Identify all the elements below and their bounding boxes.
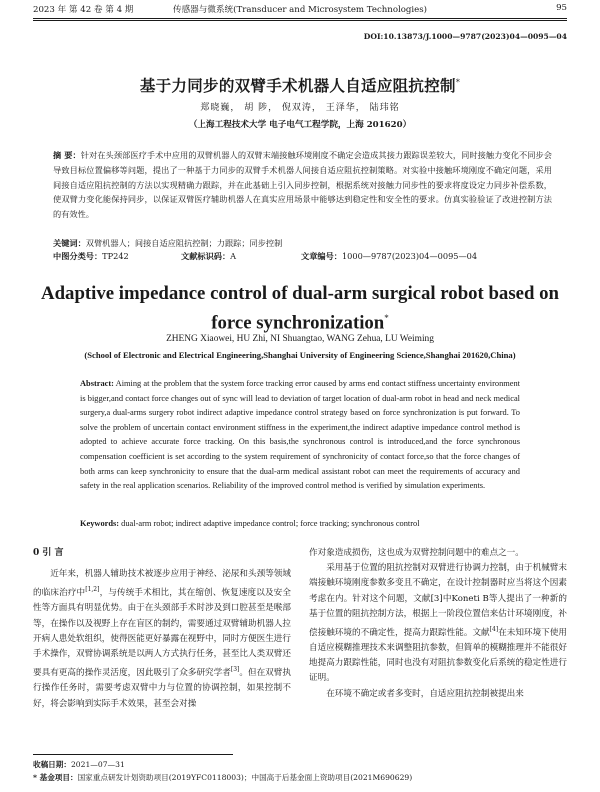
abstract-chinese-text: 针对在头颈部医疗手术中应用的双臂机器人的双臂末端接触环境刚度不确定会造成其接力跟踪误差较大，同时接触力变化不同步会导致目标位置偏移等问题，提出了一种基于力同步的双臂手术机器人间接自适应阻抗控制策略。对实验中接触环境刚度不确定问题，采用间接自适应阻抗控制的方法以实现精确力跟踪，并在此基础上引入同步控制，根据系统对接触力同步性的要求将度设定力同步补偿系数，使双臂力变化能保持同步，以保证双臂医疗辅助机器人在真实应用场景中能够达到稳定性和安全性的要求。仿真实验验证了改进控制方法的有效性。 (53, 150, 552, 220)
paragraph: 近年来，机器人辅助技术被逐步应用于神经、泌尿和头颈等领域的临床治疗中[1,2]，与传统手术相比，其在缩创、恢复速度以及安全性等方面具有明显优势。由于在头颈部手术时涉及到口腔甚至是喉部等，在操作以及视野上存在盲区的制约，需要通过双臂辅助机器人拉开病人患处软组织，使得医能更好暴露在视野中，同时方便医生进行手术操作，双臂协调系统是以两人方式执行任务，甚至比人类双臂还要具有更高的操作灵活度，因此吸引了众多研究学者[3]。但在双臂执行操作任务时，需要考虑双臂中力与位置的协调控制，如果控制不好，将会影响到实际手术效果，甚至会对操 (33, 569, 291, 709)
keywords-english-text: dual-arm robot; indirect adaptive impedance control; force tracking; synchronous control (121, 519, 420, 528)
citation: [3] (230, 666, 240, 674)
header-rule-bottom (33, 20, 567, 21)
footnote-rule (33, 754, 233, 755)
keywords-chinese (53, 236, 552, 250)
authors-chinese: 郑晓巍， 胡 陟， 倪双涛， 王泽华， 陆玮铭 (200, 103, 400, 113)
paragraph: 采用基于位置的阻抗控制对双臂进行协调力控制，由于机械臂末端接触环境刚度参数多变且不确定，在设计控制器时应当将这个因素考虑在内。针对这个问题，文献[3]中Koneti B等人提出了一种新的基于位置的阻抗控制方法，根据上一阶段位置信来估计环境刚度，补偿接触环境的不确定性，提高力跟踪性能。文献[4]在未知环境下使用自适应模糊推理技术来调整阻抗参数，但简单的模糊推理并不能很好地提高力跟踪性能，同时也没有对阻抗参数变化后系统的稳定性进行证明。 (309, 563, 567, 684)
title-english-footnote-mark: * (384, 313, 389, 323)
authors-english: ZHENG Xiaowei, HU Zhi, NI Shuangtao, WANG Zehua, LU Weiming (166, 334, 434, 344)
citation: [1,2] (85, 586, 100, 594)
doi: DOI:10.13873/J.1000—9787(2023)04—0095—04 (363, 32, 567, 41)
title-chinese-text: 基于力同步的双臂手术机器人自适应阻抗控制 (139, 76, 456, 95)
clc-number: 中图分类号：TP242 (53, 251, 129, 261)
title-chinese (0, 74, 600, 96)
citation: [4] (489, 626, 499, 634)
fund-info: * 基金项目：国家重点研发计划资助项目(2019YFC0118003)；中国高于后基金面上资助项目(2021M690629) (33, 773, 413, 782)
article-id: 文章编号：1000—9787(2023)04—0095—04 (301, 251, 478, 261)
abstract-chinese-label: 摘 要： (53, 150, 81, 160)
received-date: 收稿日期：2021—07—31 (33, 760, 125, 769)
paragraph: 在环境不确定或者多变时，自适应阻抗控制被提出来 (326, 688, 524, 699)
keywords-chinese-text: 双臂机器人；间接自适应阻抗控制；力跟踪；同步控制 (85, 238, 283, 248)
abstract-english-label: Abstract: (80, 379, 114, 388)
header-rule-top (33, 18, 567, 19)
title-english (40, 282, 560, 335)
classification-line (53, 251, 552, 265)
title-footnote-mark: * (455, 77, 461, 87)
page-number: 95 (556, 3, 567, 13)
keywords-english (80, 519, 560, 528)
abstract-chinese (53, 148, 552, 222)
running-header (33, 3, 567, 17)
body-column-right (309, 546, 567, 702)
affiliation-english: (School of Electronic and Electrical Engineering,Shanghai University of Engineering Science,Shanghai 201620,China) (84, 350, 516, 360)
document-code: 文献标识码：A (181, 251, 237, 261)
body-column-left (33, 546, 291, 712)
footnotes (33, 758, 567, 784)
keywords-english-label: Keywords: (80, 519, 120, 528)
section-heading-introduction: 0 引 言 (33, 548, 64, 558)
journal-name: 传感器与微系统(Transducer and Microsystem Technologies) (172, 5, 428, 15)
title-english-text: Adaptive impedance control of dual-arm surgical robot based on force synchronization (41, 283, 559, 334)
abstract-english (80, 377, 520, 494)
journal-issue: 2023 年 第 42 卷 第 4 期 (33, 5, 134, 15)
keywords-chinese-label: 关键词： (53, 238, 86, 248)
affiliation-chinese: （上海工程技术大学 电子电气工程学院，上海 201620） (188, 120, 412, 130)
paragraph-continued: 作对象造成损伤，这也成为双臂控制问题中的难点之一。 (309, 548, 524, 558)
abstract-english-text: Aiming at the problem that the system force tracking error caused by arms end contact stiffness uncertainty environment is bigger,and contact force changes out of sync will lead to deviation of target location of dual-arm robot in head and neck medical surgery,a dual-arms surgery robot indirect adaptive impedance control strategy based on force synchronization is put forward. To solve the problem of uncertain contact environment stiffness in the experiment,the indirect adaptive impedance control method is adopted to achieve accurate force tracking. On this basis,the synchronous control is introduced,and the force synchronous compensation coefficient is set according to the system requirement of synchronicity of contact force,so that the force changes of both arms can keep synchronicity to ensure that the dual-arm medical assistant robot can meet the requirements of accuracy and safety in the real application scenarios. Reliability of the improved control method is verified by simulation experiments. (80, 379, 520, 491)
